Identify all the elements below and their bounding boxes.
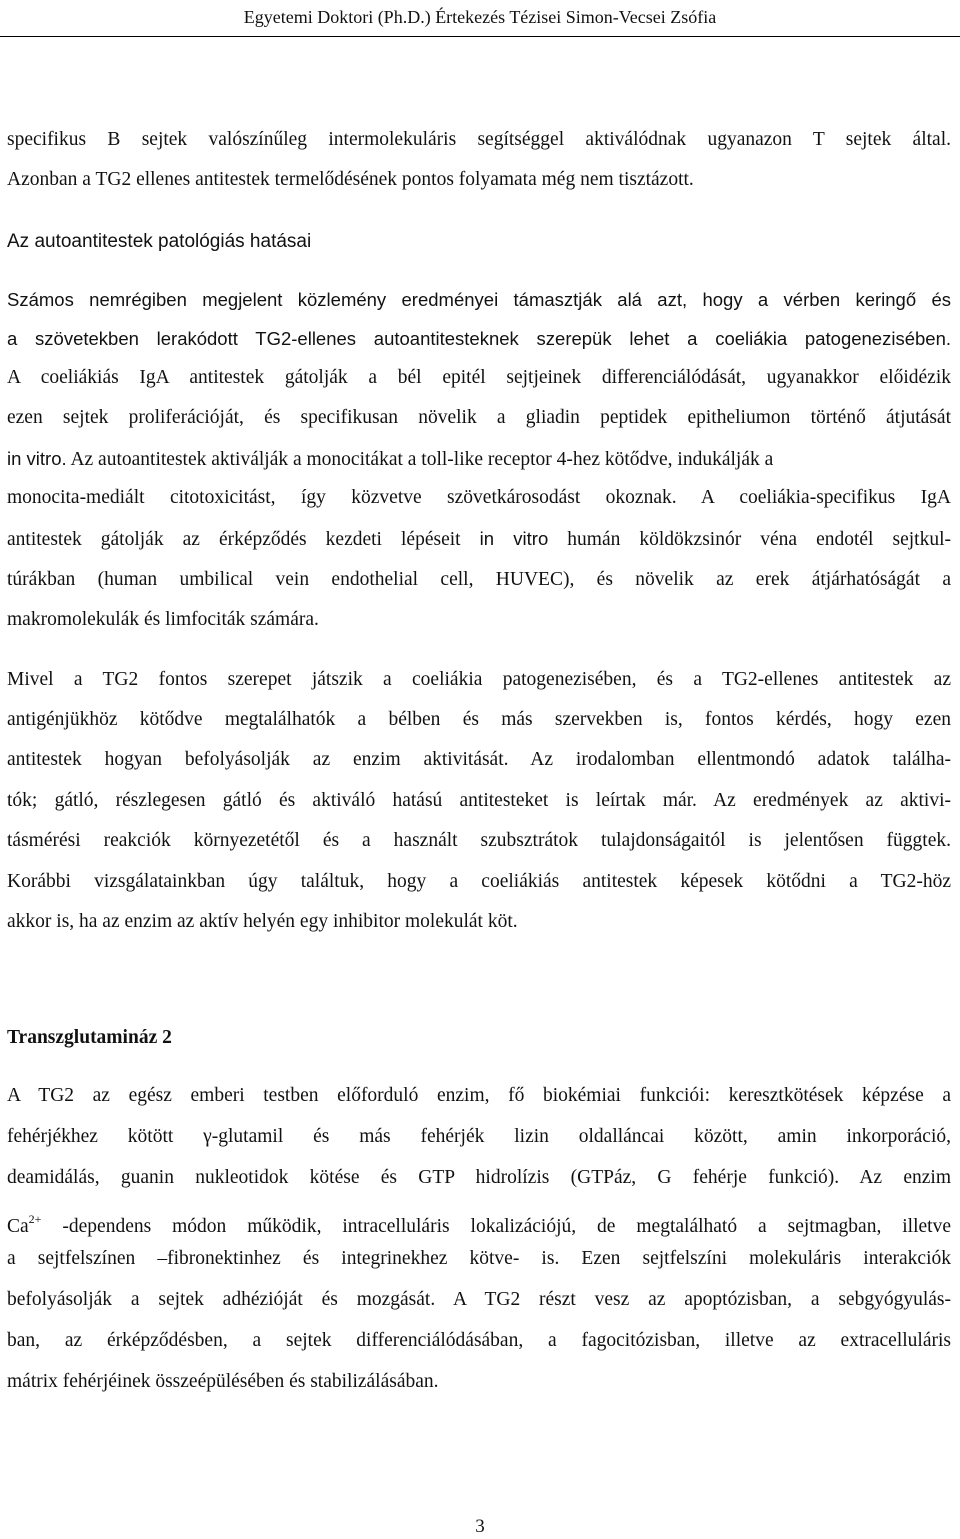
paragraph-line: A coeliákiás IgA antitestek gátolják a bél epitél sejtjeinek differenciálódását, ugyanakkor előidézik	[7, 367, 951, 388]
paragraph-line: Azonban a TG2 ellenes antitestek termelődésének pontos folyamata még nem tisztázott.	[7, 169, 694, 190]
paragraph-line	[7, 1204, 951, 1237]
paragraph-line: Korábbi vizsgálatainkban úgy találtuk, hogy a coeliákiás antitestek képesek kötődni a TG2-höz	[7, 871, 951, 892]
paragraph-line: monocita-mediált citotoxicitást, így közvetve szövetkárosodást okoznak. A coeliákia-specifikus IgA	[7, 487, 951, 508]
page-number: 3	[475, 1516, 485, 1537]
charge-superscript: 2+	[28, 1212, 42, 1226]
paragraph-line: A TG2 az egész emberi testben előforduló enzim, fő biokémiai funkciói: keresztkötések képzése a	[7, 1085, 951, 1106]
paragraph-line: antitestek hogyan befolyásolják az enzim aktivitását. Az irodalomban ellentmondó adatok találha-	[7, 749, 951, 770]
text-run: Az autoantitestek aktiválják a monocitákat a toll-like receptor 4-hez kötődve, indukálják a	[66, 449, 774, 470]
text-run: humán köldökzsinór véna endotél sejtkul-	[548, 529, 951, 550]
subheading-autoantibody-effects: Az autoantitestek patológiás hatásai	[7, 231, 312, 252]
running-header: Egyetemi Doktori (Ph.D.) Értekezés Tézisei Simon-Vecsei Zsófia	[0, 0, 960, 37]
text-run: antitestek gátolják az érképződés kezdeti lépéseit	[7, 529, 480, 550]
paragraph-line: tásmérési reakciók környezetétől és a használt szubsztrátok tulajdonságaitól is jelentősen függtek.	[7, 830, 951, 851]
text-run: -dependens módon működik, intracelluláris lokalizációjú, de megtalálható a sejtmagban, illetve	[41, 1216, 951, 1237]
paragraph-line: ban, az érképződésben, a sejtek differenciálódásában, a fagocitózisban, illetve az extracelluláris	[7, 1330, 951, 1351]
paragraph-line: Számos nemrégiben megjelent közlemény eredményei támasztják alá azt, hogy a vérben keringő és	[7, 289, 951, 310]
in-vitro-term: in vitro	[479, 528, 549, 549]
paragraph-line: antigénjükhöz kötődve megtalálhatók a bélben és más szervekben is, fontos kérdés, hogy ezen	[7, 709, 951, 730]
paragraph-line: akkor is, ha az enzim az aktív helyén egy inhibitor molekulát köt.	[7, 911, 518, 932]
paragraph-line: a sejtfelszínen –fibronektinhez és integrinekhez kötve- is. Ezen sejtfelszíni molekuláris interakciók	[7, 1248, 951, 1269]
section-heading: Transzglutamináz 2	[7, 1027, 172, 1048]
paragraph-line: tók; gátló, részlegesen gátló és aktiváló hatású antitesteket is leírtak már. Az eredmények az aktivi-	[7, 790, 951, 811]
paragraph-line: túrákban (human umbilical vein endothelial cell, HUVEC), és növelik az erek átjárhatóságát a	[7, 569, 951, 590]
paragraph-line: makromolekulák és limfociták számára.	[7, 609, 319, 630]
paragraph-line: fehérjékhez kötött γ-glutamil és más fehérjék lizin oldalláncai között, amin inkorporáció,	[7, 1126, 951, 1147]
paragraph-line: deamidálás, guanin nukleotidok kötése és GTP hidrolízis (GTPáz, G fehérje funkció). Az enzim	[7, 1167, 951, 1188]
paragraph-line: specifikus B sejtek valószínűleg intermolekuláris segítséggel aktiválódnak ugyanazon T sejtek által.	[7, 129, 951, 150]
in-vitro-term: in vitro.	[7, 448, 67, 469]
paragraph-line: befolyásolják a sejtek adhézióját és mozgását. A TG2 részt vesz az apoptózisban, a sebgyógyulás-	[7, 1289, 951, 1310]
paragraph-line	[7, 524, 951, 554]
paragraph-line	[7, 444, 773, 474]
paragraph-line: a szövetekben lerakódott TG2-ellenes autoantitesteknek szerepük lehet a coeliákia patogenezisében.	[7, 328, 951, 349]
paragraph-line: Mivel a TG2 fontos szerepet játszik a coeliákia patogenezisében, és a TG2-ellenes antitestek az	[7, 669, 951, 690]
paragraph-line: mátrix fehérjéinek összeépülésében és stabilizálásában.	[7, 1371, 439, 1392]
calcium-symbol: Ca	[7, 1216, 29, 1237]
paragraph-line: ezen sejtek proliferációját, és specifikusan növelik a gliadin peptidek epitheliumon történő átjutását	[7, 407, 951, 428]
